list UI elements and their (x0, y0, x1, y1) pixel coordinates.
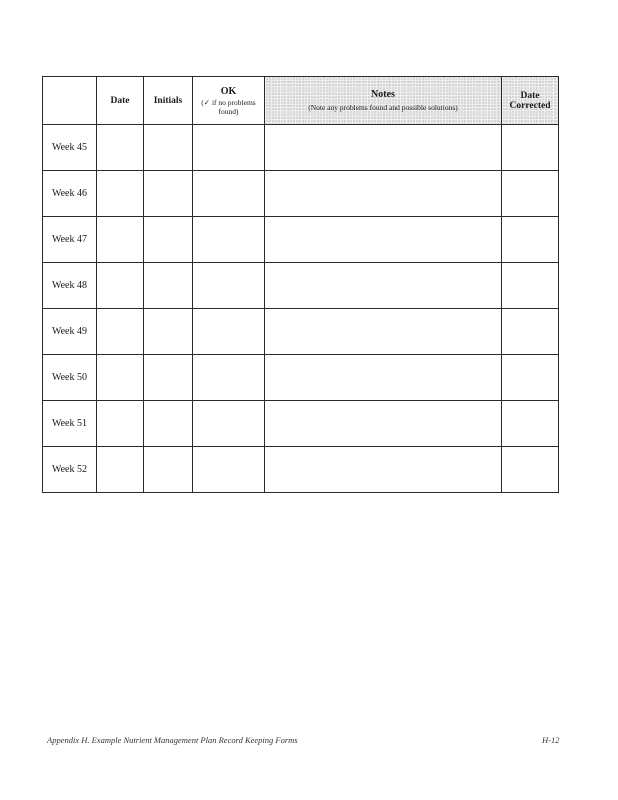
initials-cell[interactable] (144, 355, 193, 401)
date-cell[interactable] (97, 401, 144, 447)
notes-cell[interactable] (265, 401, 502, 447)
ok-cell[interactable] (193, 125, 265, 171)
header-ok-title: OK (220, 85, 237, 97)
date-cell[interactable] (97, 309, 144, 355)
header-initials: Initials (144, 77, 193, 125)
initials-cell[interactable] (144, 401, 193, 447)
date-cell[interactable] (97, 447, 144, 493)
table-row (43, 447, 559, 493)
header-date: Date (97, 77, 144, 125)
table-row (43, 401, 559, 447)
ok-cell[interactable] (193, 309, 265, 355)
week-label: Week 52 (43, 447, 97, 493)
date-cell[interactable] (97, 125, 144, 171)
initials-cell[interactable] (144, 263, 193, 309)
initials-cell[interactable] (144, 447, 193, 493)
date-corrected-cell[interactable] (502, 401, 559, 447)
header-blank (43, 77, 97, 125)
week-label: Week 48 (43, 263, 97, 309)
week-label: Week 47 (43, 217, 97, 263)
header-ok (193, 77, 265, 125)
ok-cell[interactable] (193, 447, 265, 493)
header-notes (265, 77, 502, 125)
initials-cell[interactable] (144, 125, 193, 171)
ok-cell[interactable] (193, 401, 265, 447)
header-date-corrected: Date Corrected (502, 77, 559, 125)
ok-cell[interactable] (193, 217, 265, 263)
ok-cell[interactable] (193, 263, 265, 309)
notes-cell[interactable] (265, 125, 502, 171)
table-row (43, 263, 559, 309)
week-label: Week 50 (43, 355, 97, 401)
footer-appendix-title: Appendix H. Example Nutrient Management Plan Record Keeping Forms (47, 735, 298, 745)
date-corrected-cell[interactable] (502, 171, 559, 217)
table-row (43, 125, 559, 171)
table-body (43, 125, 559, 493)
notes-cell[interactable] (265, 355, 502, 401)
date-corrected-cell[interactable] (502, 263, 559, 309)
date-cell[interactable] (97, 355, 144, 401)
table-row (43, 355, 559, 401)
table-row (43, 309, 559, 355)
notes-cell[interactable] (265, 447, 502, 493)
date-corrected-cell[interactable] (502, 309, 559, 355)
notes-cell[interactable] (265, 217, 502, 263)
table-header-row (43, 77, 559, 125)
table-row (43, 217, 559, 263)
date-corrected-cell[interactable] (502, 125, 559, 171)
date-cell[interactable] (97, 171, 144, 217)
week-label: Week 51 (43, 401, 97, 447)
ok-cell[interactable] (193, 355, 265, 401)
table-row (43, 171, 559, 217)
notes-cell[interactable] (265, 309, 502, 355)
week-label: Week 46 (43, 171, 97, 217)
initials-cell[interactable] (144, 217, 193, 263)
week-label: Week 49 (43, 309, 97, 355)
initials-cell[interactable] (144, 309, 193, 355)
header-notes-title: Notes (371, 89, 395, 100)
notes-cell[interactable] (265, 263, 502, 309)
ok-cell[interactable] (193, 171, 265, 217)
week-label: Week 45 (43, 125, 97, 171)
date-corrected-cell[interactable] (502, 447, 559, 493)
date-corrected-cell[interactable] (502, 355, 559, 401)
footer-page-number: H-12 (542, 735, 560, 745)
initials-cell[interactable] (144, 171, 193, 217)
date-corrected-cell[interactable] (502, 217, 559, 263)
date-cell[interactable] (97, 217, 144, 263)
notes-cell[interactable] (265, 171, 502, 217)
header-ok-subtitle: (✓ if no problems found) (201, 97, 256, 116)
header-notes-subtitle: (Note any problems found and possible solutions) (308, 103, 458, 112)
date-cell[interactable] (97, 263, 144, 309)
record-keeping-table (42, 76, 559, 493)
